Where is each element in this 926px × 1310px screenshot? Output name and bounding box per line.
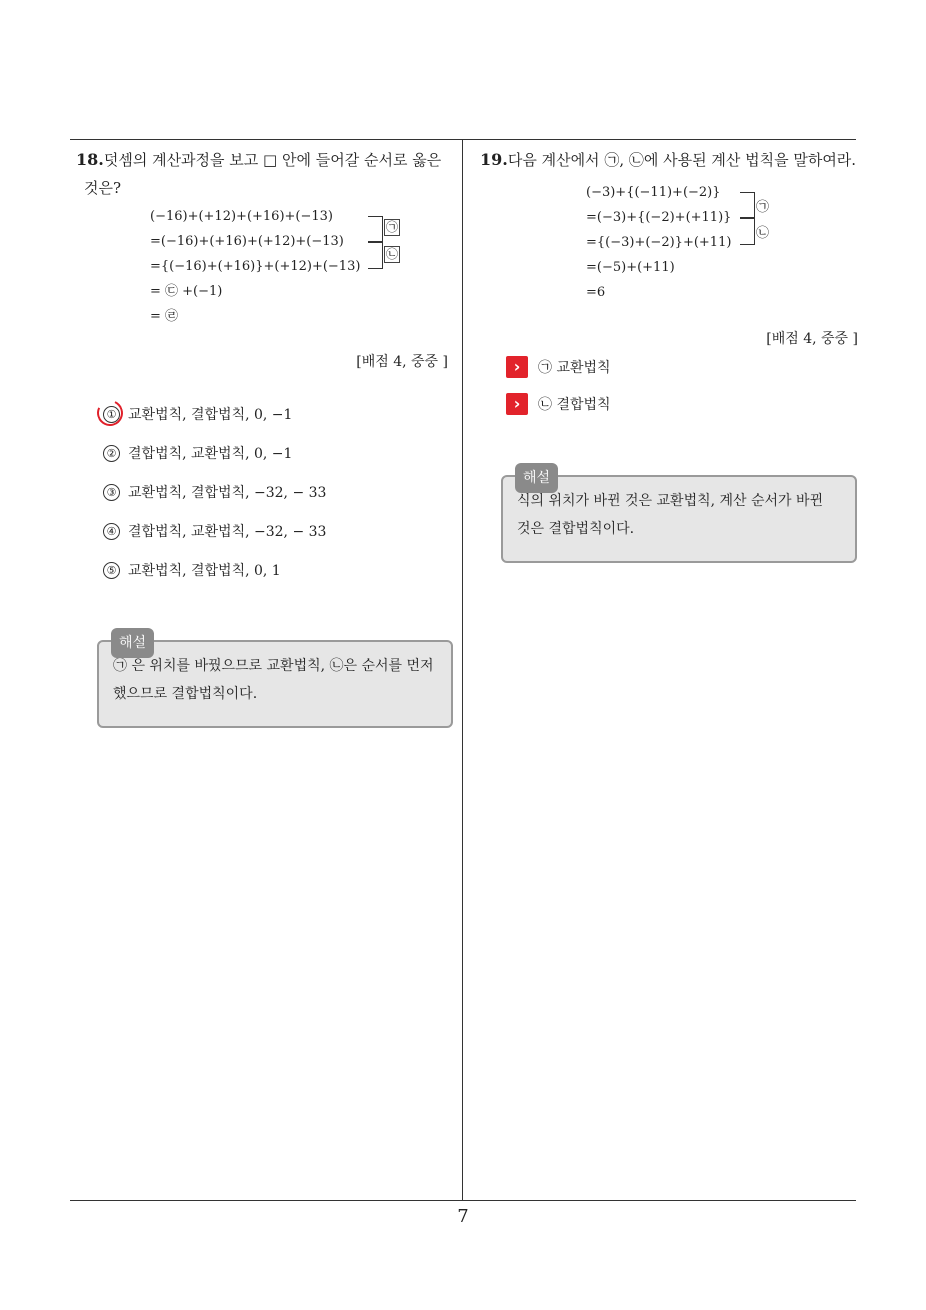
bracket-2 xyxy=(740,218,755,245)
chevron-right-icon: › xyxy=(506,393,528,415)
bracket-2 xyxy=(368,242,383,269)
explanation-tag: 해설 xyxy=(111,628,154,658)
question-number: 19. xyxy=(480,150,508,169)
answer-text: ㉠ 교환법칙 xyxy=(538,360,611,376)
choice-text: 교환법칙, 결합법칙, 0, 1 xyxy=(128,563,281,579)
choice-4[interactable] xyxy=(103,521,326,541)
question-text: 덧셈의 계산과정을 보고 □ 안에 들어갈 순서로 옳은 xyxy=(103,151,442,169)
explanation-box xyxy=(97,635,453,728)
explanation-text: ㉠ 은 위치를 바꿨으므로 교환법칙, ㉡은 순서를 먼저 했으므로 결합법칙이다. xyxy=(113,658,434,702)
bracket-1 xyxy=(368,216,383,242)
choice-text: 교환법칙, 결합법칙, −32, − 33 xyxy=(128,485,327,501)
question-text-cont: 것은? xyxy=(84,179,122,197)
math-line: = ㉣ xyxy=(150,309,179,324)
math-line: (−3)+{(−11)+(−2)} xyxy=(586,185,721,200)
question-number: 18. xyxy=(76,150,104,169)
explanation-tag: 해설 xyxy=(515,463,558,493)
score-label: [배점 4, 중중 ] xyxy=(356,354,448,370)
math-line: = ㉢ +(−1) xyxy=(150,284,223,299)
choice-text: 결합법칙, 교환법칙, −32, − 33 xyxy=(128,524,327,540)
label-2: ㉡ xyxy=(756,226,770,241)
answer-text: ㉡ 결합법칙 xyxy=(538,397,611,413)
bottom-rule xyxy=(70,1200,856,1201)
score-label: [배점 4, 중중 ] xyxy=(766,331,858,347)
math-line: =(−3)+{(−2)+(+11)} xyxy=(586,210,732,225)
label-1: ㉠ xyxy=(756,200,770,215)
math-line: ={(−16)+(+16)}+(+12)+(−13) xyxy=(150,259,361,274)
explanation-box xyxy=(501,470,857,563)
page-number: 7 xyxy=(457,1206,469,1227)
answer-1 xyxy=(506,356,611,378)
choice-text: 교환법칙, 결합법칙, 0, −1 xyxy=(128,407,293,423)
column-divider xyxy=(462,139,463,1201)
bracket-1 xyxy=(740,192,755,218)
choice-number: ③ xyxy=(103,484,120,501)
blank-box-2: ㉡ xyxy=(385,247,398,261)
explanation-text: 식의 위치가 바뀐 것은 교환법칙, 계산 순서가 바뀐 것은 결합법칙이다. xyxy=(517,493,824,537)
choice-text: 결합법칙, 교환법칙, 0, −1 xyxy=(128,446,293,462)
choice-5[interactable] xyxy=(103,560,281,580)
math-line: =6 xyxy=(586,285,606,300)
choice-1[interactable] xyxy=(103,404,292,424)
chevron-right-icon: › xyxy=(506,356,528,378)
math-line: =(−16)+(+16)+(+12)+(−13) xyxy=(150,234,344,249)
selected-circle-mark xyxy=(93,396,126,429)
question-text: 다음 계산에서 ㉠, ㉡에 사용된 계산 법칙을 말하여라. xyxy=(507,151,857,169)
choice-number: ① xyxy=(103,406,120,423)
blank-box-1: ㉠ xyxy=(385,220,398,234)
choice-3[interactable] xyxy=(103,482,326,502)
top-rule xyxy=(70,139,856,140)
choice-2[interactable] xyxy=(103,443,292,463)
choice-number: ④ xyxy=(103,523,120,540)
choice-number: ② xyxy=(103,445,120,462)
choice-number: ⑤ xyxy=(103,562,120,579)
answer-2 xyxy=(506,393,611,415)
math-line: ={(−3)+(−2)}+(+11) xyxy=(586,235,732,250)
math-line: =(−5)+(+11) xyxy=(586,260,675,275)
math-line: (−16)+(+12)+(+16)+(−13) xyxy=(150,209,333,224)
choice-marker xyxy=(103,406,120,423)
